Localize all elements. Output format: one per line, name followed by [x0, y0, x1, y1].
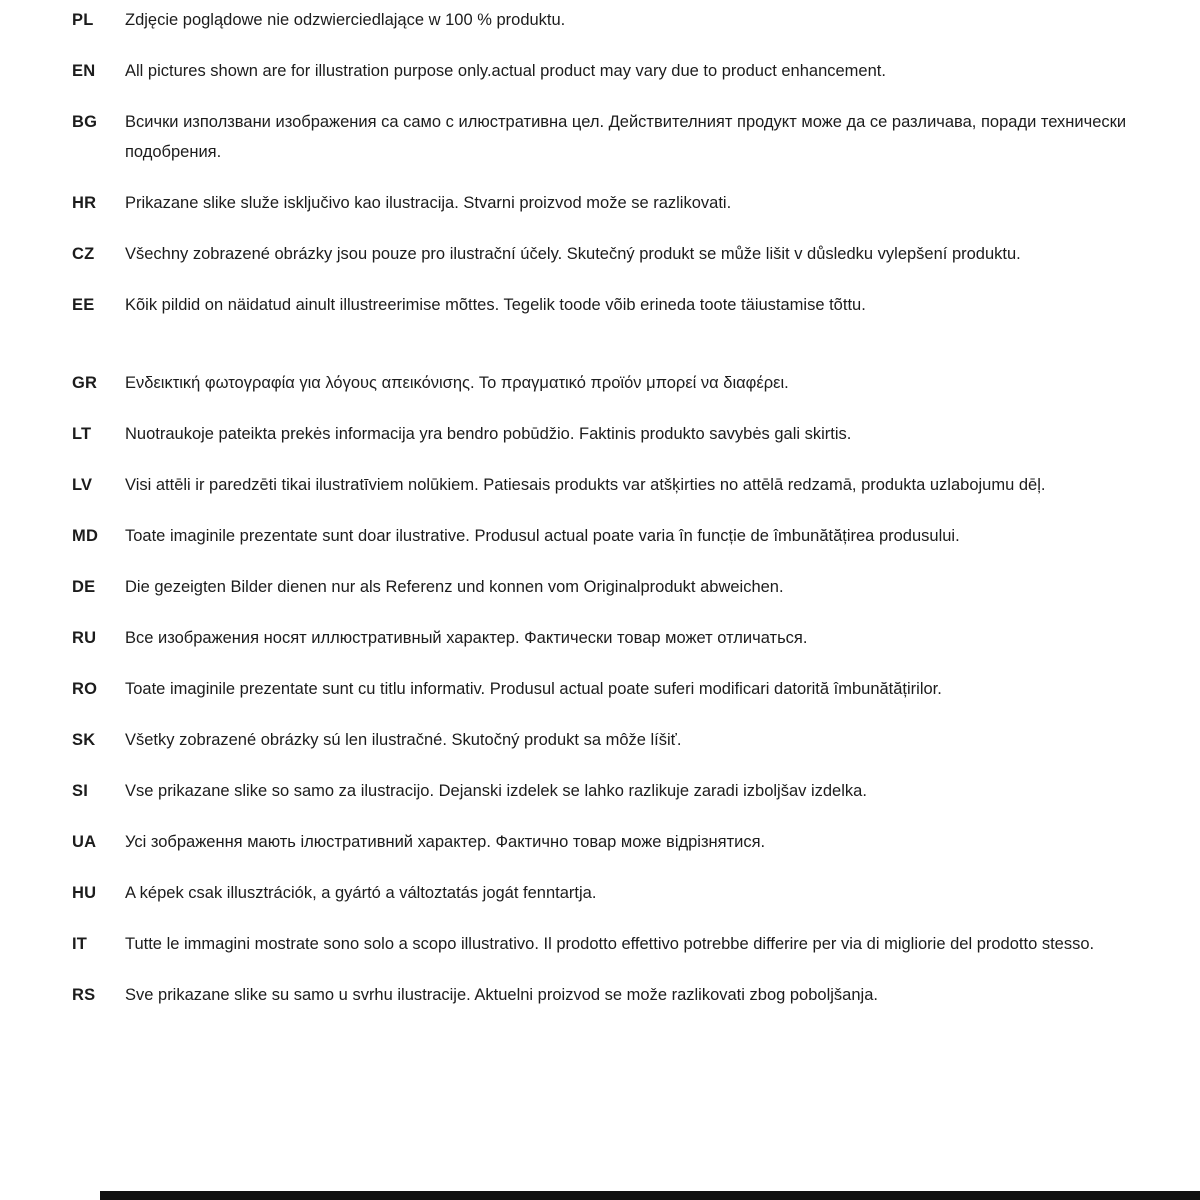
disclaimer-text-hu: A képek csak illusztrációk, a gyártó a változtatás jogát fenntartja. — [125, 884, 597, 902]
disclaimer-text-ua: Усі зображення мають ілюстративний характер. Фактично товар може відрізнятися. — [125, 833, 766, 851]
disclaimer-text-lv: Visi attēli ir paredzēti tikai ilustratīviem nolūkiem. Patiesais produkts var atšķirties no attēlā redzamā, produkta uzlabojumu dēļ. — [125, 476, 1046, 494]
disclaimer-text-ee: Kõik pildid on näidatud ainult illustreerimise mõttes. Tegelik toode võib erineda toote täiustamise tõttu. — [125, 296, 866, 314]
lang-row-rs — [72, 980, 1138, 1010]
lang-code-pl: PL — [72, 11, 94, 29]
lang-code-hr: HR — [72, 194, 97, 212]
disclaimer-text-lt: Nuotraukoje pateikta prekės informacija yra bendro pobūdžio. Faktinis produkto savybės gali skirtis. — [125, 425, 852, 443]
lang-row-en — [72, 56, 1138, 86]
disclaimer-text-pl: Zdjęcie poglądowe nie odzwierciedlające w 100 % produktu. — [125, 11, 566, 29]
disclaimer-text-cz: Všechny zobrazené obrázky jsou pouze pro ilustrační účely. Skutečný produkt se může lišit v důsledku vylepšení produktu. — [125, 245, 1021, 263]
lang-code-lv: LV — [72, 476, 93, 494]
lang-code-en: EN — [72, 62, 96, 80]
lang-row-lv — [72, 470, 1138, 500]
lang-code-cz: CZ — [72, 245, 95, 263]
disclaimer-text-en: All pictures shown are for illustration purpose only.actual product may vary due to product enhancement. — [125, 62, 886, 80]
lang-row-md — [72, 521, 1138, 551]
lang-row-hr — [72, 188, 1138, 218]
lang-code-ee: EE — [72, 296, 95, 314]
lang-code-ro: RO — [72, 680, 98, 698]
lang-row-cz — [72, 239, 1138, 269]
disclaimer-text-de: Die gezeigten Bilder dienen nur als Referenz und konnen vom Originalprodukt abweichen. — [125, 578, 784, 596]
disclaimer-text-sk: Všetky zobrazené obrázky sú len ilustračné. Skutočný produkt sa môže líšiť. — [125, 731, 682, 749]
lang-row-ua — [72, 827, 1138, 857]
disclaimer-text-ru: Все изображения носят иллюстративный характер. Фактически товар может отличаться. — [125, 629, 808, 647]
lang-code-ru: RU — [72, 629, 97, 647]
lang-row-de — [72, 572, 1138, 602]
lang-row-bg — [72, 107, 1138, 167]
disclaimer-text-rs: Sve prikazane slike su samo u svrhu ilustracije. Aktuelni proizvod se može razlikovati zbog poboljšanja. — [125, 986, 878, 1004]
disclaimer-text-md: Toate imaginile prezentate sunt doar ilustrative. Produsul actual poate varia în funcție de îmbunătățirea produsului. — [125, 527, 960, 545]
lang-row-sk — [72, 725, 1138, 755]
lang-row-hu — [72, 878, 1138, 908]
lang-row-pl — [72, 5, 1138, 35]
lang-code-hu: HU — [72, 884, 97, 902]
disclaimer-text-bg: Всички използвани изображения са само с илюстративна цел. Действителният продукт може да се различава, поради технически подобрения. — [125, 113, 1127, 161]
lang-code-it: IT — [72, 935, 88, 953]
lang-code-de: DE — [72, 578, 96, 596]
disclaimer-text-gr: Ενδεικτική φωτογραφία για λόγους απεικόνισης. Το πραγματικό προϊόν μπορεί να διαφέρει. — [125, 374, 789, 392]
lang-code-rs: RS — [72, 986, 96, 1004]
lang-row-lt — [72, 419, 1138, 449]
lang-code-gr: GR — [72, 374, 98, 392]
lang-code-si: SI — [72, 782, 88, 800]
lang-code-lt: LT — [72, 425, 92, 443]
bottom-divider-bar — [100, 1191, 1200, 1200]
lang-code-sk: SK — [72, 731, 96, 749]
lang-row-gr — [72, 368, 1138, 398]
lang-code-ua: UA — [72, 833, 97, 851]
disclaimer-text-it: Tutte le immagini mostrate sono solo a scopo illustrativo. Il prodotto effettivo potrebbe differire per via di migliorie del prodotto stesso. — [125, 935, 1095, 953]
lang-row-ru — [72, 623, 1138, 653]
lang-row-ee — [72, 290, 1138, 320]
disclaimer-text-hr: Prikazane slike služe isključivo kao ilustracija. Stvarni proizvod može se razlikovati. — [125, 194, 732, 212]
lang-row-it — [72, 929, 1138, 959]
disclaimer-text-ro: Toate imaginile prezentate sunt cu titlu informativ. Produsul actual poate suferi modificari datorită îmbunătățirilor. — [125, 680, 942, 698]
lang-row-si — [72, 776, 1138, 806]
lang-code-md: MD — [72, 527, 99, 545]
lang-code-bg: BG — [72, 113, 98, 131]
lang-row-ro — [72, 674, 1138, 704]
disclaimer-text-si: Vse prikazane slike so samo za ilustracijo. Dejanski izdelek se lahko razlikuje zaradi izboljšav izdelka. — [125, 782, 867, 800]
